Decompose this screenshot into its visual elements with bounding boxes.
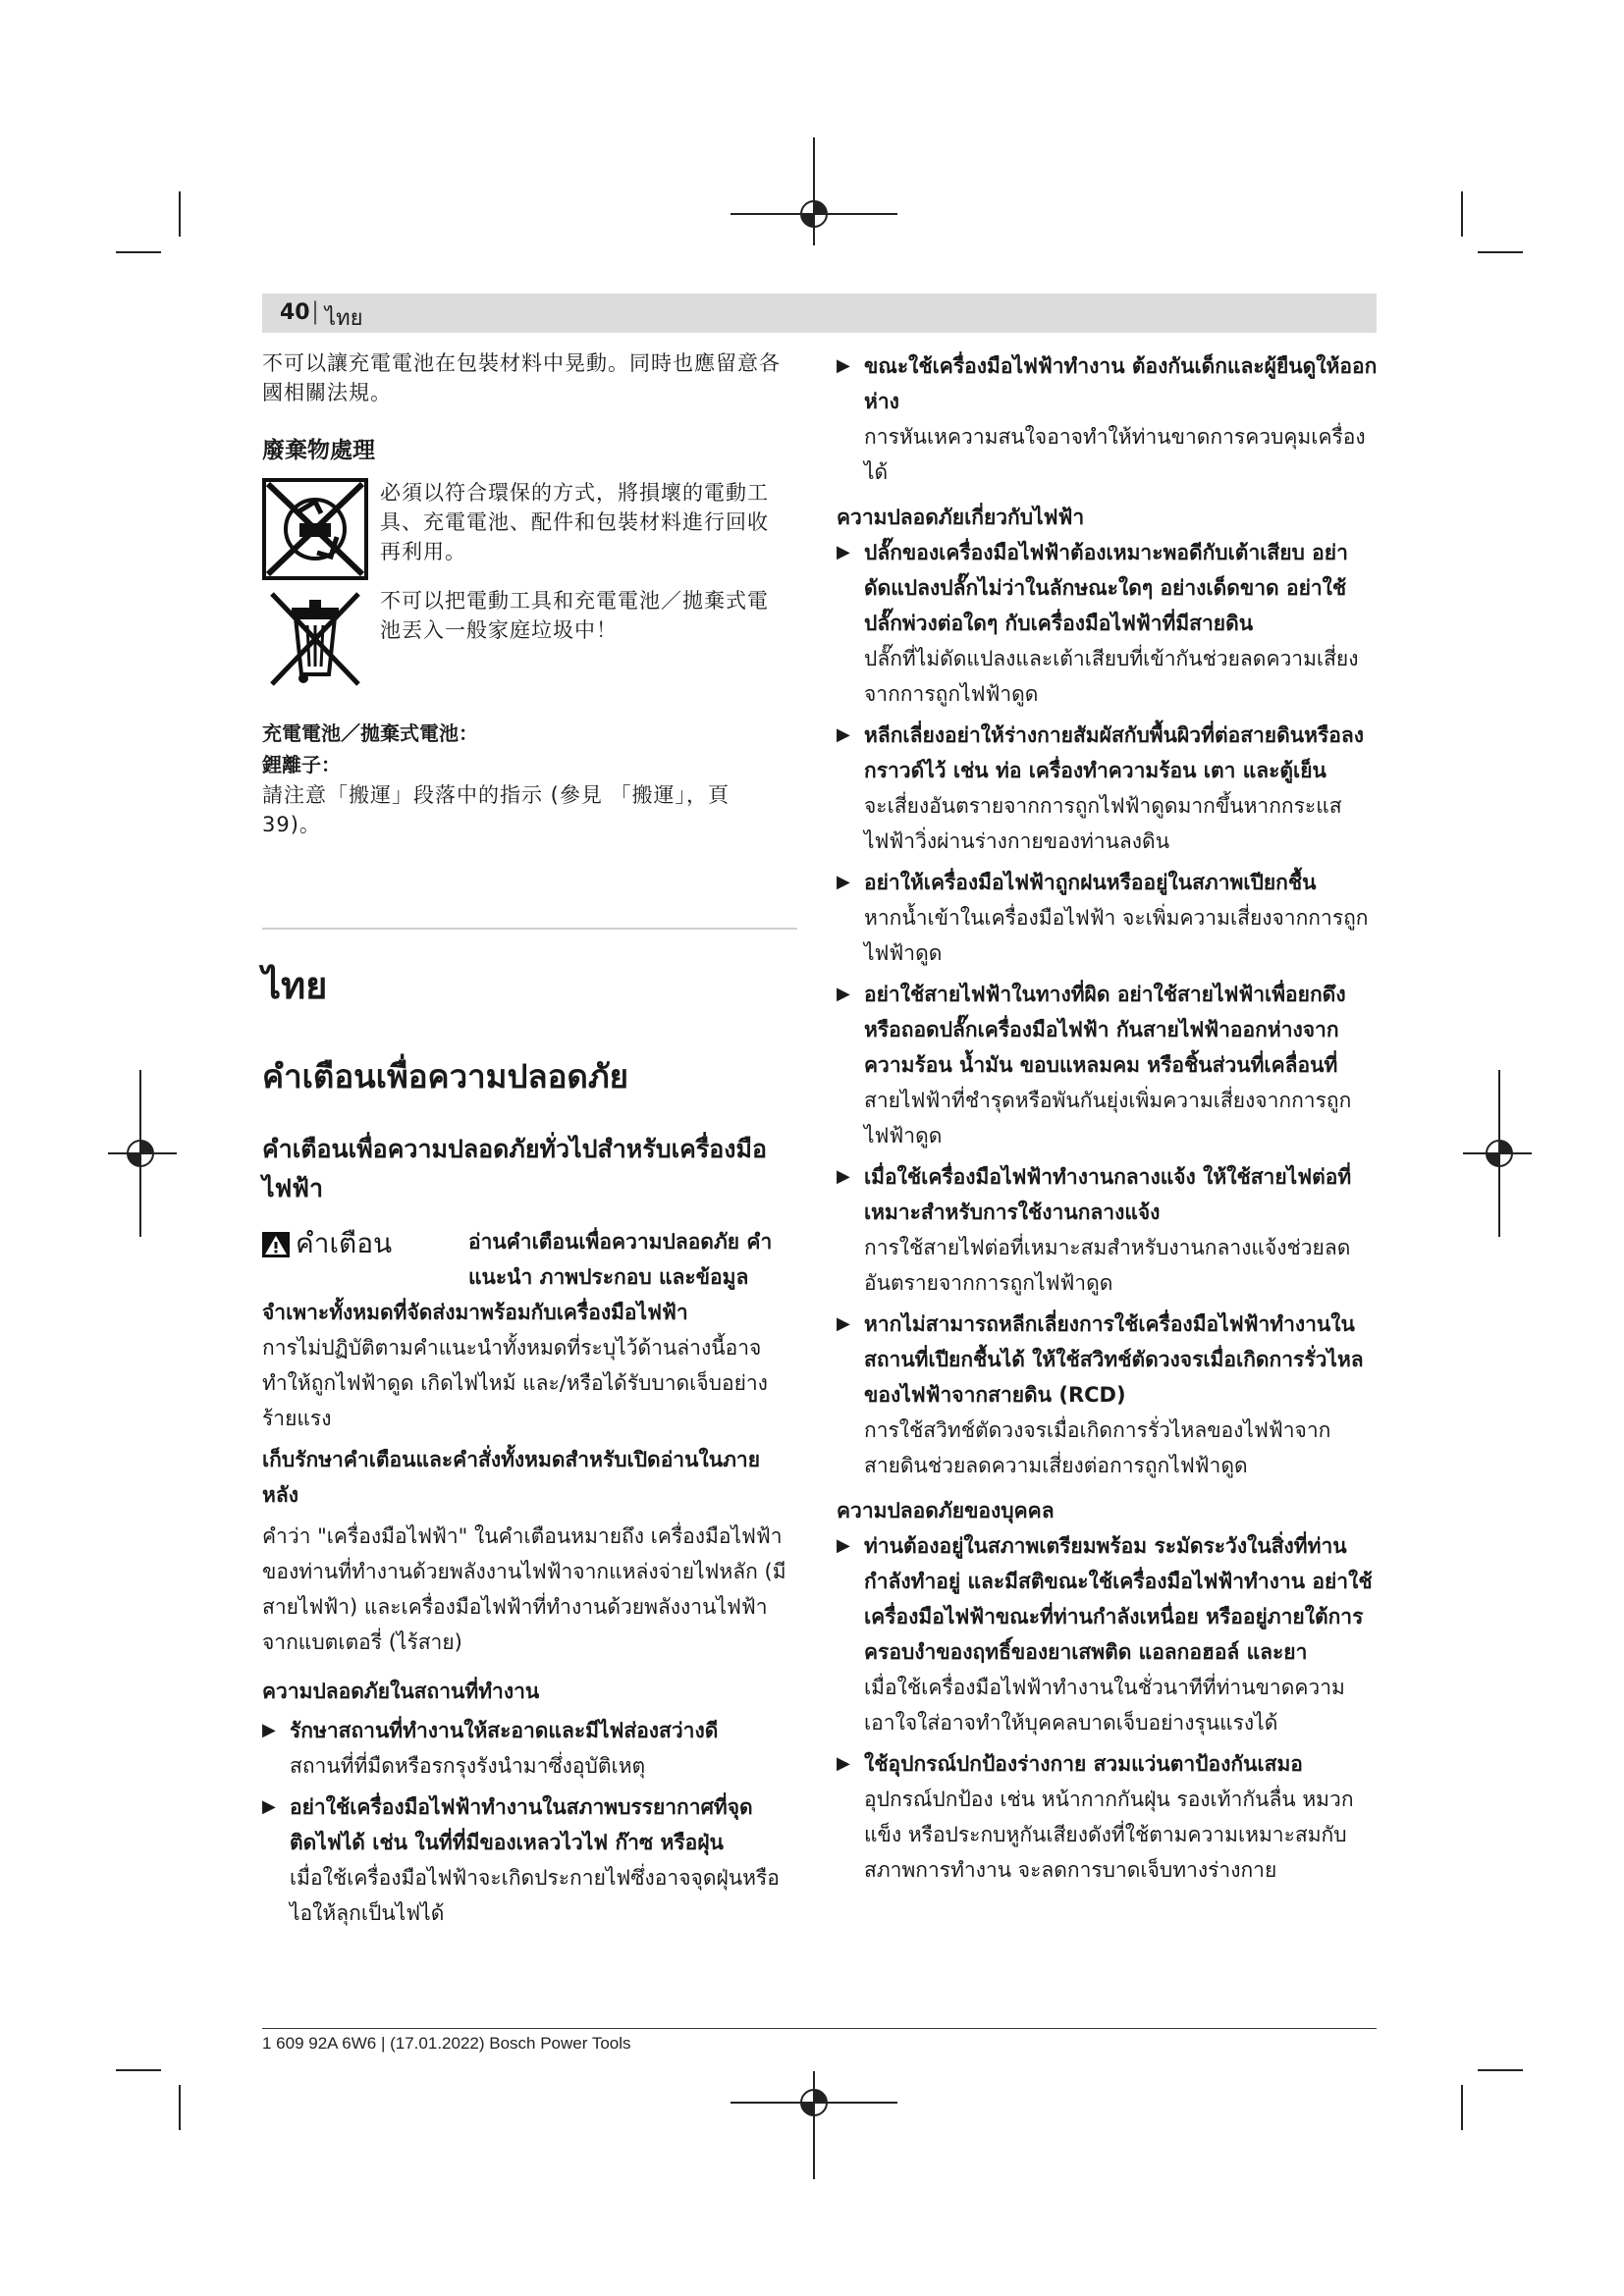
bullet-text: สถานที่ที่มืดหรือรกรุงรังนำมาซึ่งอุบัติเหตุ xyxy=(290,1754,646,1778)
bullet-arrow-icon: ▶ xyxy=(837,1166,850,1187)
header-language: ไทย xyxy=(325,306,363,331)
general-title-bold: เตือนเพื่อความปลอดภัยทั่วไปสำหรับเครื่องมือไฟฟ้า xyxy=(262,1135,767,1202)
bullet-bold: อย่าให้เครื่องมือไฟฟ้าถูกฝนหรืออยู่ในสภาพเปียกชื้น xyxy=(864,871,1317,894)
bullet-arrow-icon: ▶ xyxy=(837,872,850,892)
page-footer: 1 609 92A 6W6 | (17.01.2022) Bosch Power Tools xyxy=(262,2034,631,2053)
disposal-text-1: 必須以符合環保的方式，將損壞的電動工具、充電電池、配件和包裝材料進行回收再利用。 xyxy=(380,481,769,563)
disposal-block-1 xyxy=(262,478,792,580)
left-column xyxy=(262,348,792,1937)
bullet-bold: หากไม่สามารถหลีกเลี่ยงการใช้เครื่องมือไฟฟ้าทำงานในสถานที่เปียกชื้นได้ ให้ใช้สวิทช์ตัดวงจรเมื่อเกิดการรั่วไหลของไฟฟ้าจากสายดิน (RCD) xyxy=(864,1312,1364,1407)
personal-bullet xyxy=(837,1746,1379,1888)
bullet-text: เมื่อใช้เครื่องมือไฟฟ้าทำงานในชั่วนาทีที่ท่านขาดความเอาใจใส่อาจทำให้บุคคลบาดเจ็บอย่างรุนแรงได้ xyxy=(864,1676,1345,1735)
crossed-bin-icon xyxy=(262,586,368,688)
warning-text-1: อ่านคำเตือนเพื่อความปลอดภัย คำแนะนำ ภาพประกอบ และข้อมูล xyxy=(468,1230,773,1289)
crop-mark xyxy=(179,191,181,237)
crop-mark xyxy=(116,251,161,253)
bullet-text: การใช้สวิทช์ตัดวงจรเมื่อเกิดการรั่วไหลของไฟฟ้าจากสายดินช่วยลดความเสี่ยงต่อการถูกไฟฟ้าดูด xyxy=(864,1418,1331,1477)
warning-block xyxy=(262,1224,792,1295)
page-number: 40 xyxy=(280,300,310,325)
safety-title-bold: เตือนเพื่อความปลอดภัย xyxy=(301,1057,628,1095)
bullet-arrow-icon: ▶ xyxy=(837,724,850,745)
bullet-arrow-icon: ▶ xyxy=(837,984,850,1004)
header-separator: | xyxy=(311,297,320,325)
bullet-arrow-icon: ▶ xyxy=(837,542,850,562)
bullet-bold: ขณะใช้เครื่องมือไฟฟ้าทำงาน ต้องกันเด็กและผู้ยืนดูให้ออกห่าง xyxy=(864,354,1378,413)
bullet-arrow-icon: ▶ xyxy=(837,355,850,376)
warning-text-2: จำเพาะทั้งหมดที่จัดส่งมาพร้อมกับเครื่องมือไฟฟ้า xyxy=(262,1301,688,1324)
safety-title xyxy=(262,1050,792,1102)
personal-bullet xyxy=(837,1528,1379,1740)
warning-paragraph: การไม่ปฏิบัติตามคำแนะนำทั้งหมดที่ระบุไว้ด้านล่างนี้อาจทำให้ถูกไฟฟ้าดูด เกิดไฟไหม้ และ/หรือได้รับบาดเจ็บอย่างร้ายแรง xyxy=(262,1336,768,1430)
bullet-bold: หลีกเลี่ยงอย่าให้ร่างกายสัมผัสกับพื้นผิวที่ต่อสายดินหรือลงกราวด์ไว้ เช่น ท่อ เครื่องทำความร้อน เตา และตู้เย็น xyxy=(864,723,1364,782)
crop-mark xyxy=(1461,2085,1463,2130)
intro-text: 不可以讓充電電池在包裝材料中晃動。同時也應留意各國相關法規。 xyxy=(262,351,781,404)
general-safety-title xyxy=(262,1130,792,1208)
footer-rule xyxy=(262,2028,1377,2029)
warning-label: คำเตือน xyxy=(296,1227,393,1259)
electrical-bullet xyxy=(837,1159,1379,1301)
electrical-bullet xyxy=(837,535,1379,712)
work-area-heading: ความปลอดภัยในสถานที่ทำงาน xyxy=(262,1680,540,1703)
battery-heading-1: 充電電池／拋棄式電池： xyxy=(262,721,478,745)
disposal-block-2 xyxy=(262,586,792,688)
thai-section-title: ไทย xyxy=(262,964,328,1007)
warning-triangle-icon xyxy=(262,1232,290,1257)
bullet-arrow-icon: ▶ xyxy=(837,1753,850,1774)
bullet-bold: อย่าใช้เครื่องมือไฟฟ้าทำงานในสภาพบรรยากาศที่จุดติดไฟได้ เช่น ในที่ที่มีของเหลวไวไฟ ก๊าซ หรือฝุ่น xyxy=(290,1795,753,1854)
crop-mark xyxy=(1478,251,1523,253)
bullet-text: ปลั๊กที่ไม่ดัดแปลงและเต้าเสียบที่เข้ากันช่วยลดความเสี่ยงจากการถูกไฟฟ้าดูด xyxy=(864,647,1359,706)
electrical-bullet xyxy=(837,718,1379,859)
electrical-bullet xyxy=(837,1307,1379,1483)
bullet-bold: ปลั๊กของเครื่องมือไฟฟ้าต้องเหมาะพอดีกับเต้าเสียบ อย่าดัดแปลงปลั๊กไม่ว่าในลักษณะใดๆ อย่างเด็ดขาด อย่าใช้ปลั๊กพ่วงต่อใดๆ กับเครื่องมือไฟฟ้าที่มีสายดิน xyxy=(864,541,1348,635)
battery-heading-2: 鋰離子： xyxy=(262,753,341,776)
right-column xyxy=(837,348,1379,1894)
bullet-bold: อย่าใช้สายไฟฟ้าในทางที่ผิด อย่าใช้สายไฟฟ้าเพื่อยกดึง หรือถอดปลั๊กเครื่องมือไฟฟ้า กันสายไฟฟ้าออกห่างจากความร้อน น้ำมัน ขอบแหลมคม หรือชิ้นส่วนที่เคลื่อนที่ xyxy=(864,983,1346,1077)
bullet-bold: รักษาสถานที่ทำงานให้สะอาดและมีไฟส่องสว่างดี xyxy=(290,1719,719,1742)
electrical-bullet xyxy=(837,865,1379,971)
crop-mark xyxy=(116,2069,161,2071)
bullet-arrow-icon: ▶ xyxy=(837,1535,850,1556)
page-header xyxy=(262,294,1377,333)
personal-safety-heading: ความปลอดภัยของบุคคล xyxy=(837,1499,1055,1522)
crop-mark xyxy=(179,2085,181,2130)
electrical-bullet xyxy=(837,977,1379,1153)
bullet-text: เมื่อใช้เครื่องมือไฟฟ้าจะเกิดประกายไฟซึ่งอาจจุดฝุ่นหรือไอให้ลุกเป็นไฟได้ xyxy=(290,1866,780,1925)
term-definition: คำว่า "เครื่องมือไฟฟ้า" ในคำเตือนหมายถึง เครื่องมือไฟฟ้าของท่านที่ทำงานด้วยพลังงานไฟฟ้าจากแหล่งจ่ายไฟหลัก (มีสายไฟฟ้า) และเครื่องมือไฟฟ้าที่ทำงานด้วยพลังงานไฟฟ้าจากแบตเตอรี่ (ไร้สาย) xyxy=(262,1524,786,1654)
registration-mark-bottom xyxy=(731,2071,897,2179)
bullet-text: จะเสี่ยงอันตรายจากการถูกไฟฟ้าดูดมากขึ้นหากกระแสไฟฟ้าวิ่งผ่านร่างกายของท่านลงดิน xyxy=(864,794,1342,853)
section-divider xyxy=(262,928,797,930)
registration-mark-left xyxy=(108,1070,177,1237)
bullet-text: สายไฟฟ้าที่ชำรุดหรือพันกันยุ่งเพิ่มความเสี่ยงจากการถูกไฟฟ้าดูด xyxy=(864,1089,1352,1148)
bullet-bold: เมื่อใช้เครื่องมือไฟฟ้าทำงานกลางแจ้ง ให้ใช้สายไฟต่อที่เหมาะสำหรับการใช้งานกลางแจ้ง xyxy=(864,1165,1352,1224)
registration-mark-right xyxy=(1463,1070,1532,1237)
bullet-text: การใช้สายไฟต่อที่เหมาะสมสำหรับงานกลางแจ้งช่วยลดอันตรายจากการถูกไฟฟ้าดูด xyxy=(864,1236,1351,1295)
work-area-bullet xyxy=(262,1713,792,1784)
bullet-bold: ใช้อุปกรณ์ปกป้องร่างกาย สวมแว่นตาป้องกันเสมอ xyxy=(864,1752,1303,1776)
disposal-text-2: 不可以把電動工具和充電電池／拋棄式電池丟入一般家庭垃圾中！ xyxy=(380,589,769,642)
bullet-arrow-icon: ▶ xyxy=(262,1796,276,1817)
crop-mark xyxy=(1478,2069,1523,2071)
electrical-safety-heading: ความปลอดภัยเกี่ยวกับไฟฟ้า xyxy=(837,506,1085,529)
safety-title-regular: คำ xyxy=(262,1057,302,1095)
bullet-text: หากน้ำเข้าในเครื่องมือไฟฟ้า จะเพิ่มความเสี่ยงจากการถูกไฟฟ้าดูด xyxy=(864,906,1369,965)
crop-mark xyxy=(1461,191,1463,237)
registration-mark-top xyxy=(731,137,897,245)
bullet-text: การหันเหความสนใจอาจทำให้ท่านขาดการควบคุมเครื่องได้ xyxy=(864,425,1366,484)
bullet-arrow-icon: ▶ xyxy=(837,1313,850,1334)
warning-label-box xyxy=(262,1224,468,1295)
disposal-heading: 廢棄物處理 xyxy=(262,438,375,463)
supervision-bullet xyxy=(837,348,1379,490)
bullet-bold: ท่านต้องอยู่ในสภาพเตรียมพร้อม ระมัดระวังในสิ่งที่ท่านกำลังทำอยู่ และมีสติขณะใช้เครื่องมือไฟฟ้าทำงาน อย่าใช้เครื่องมือไฟฟ้าขณะที่ท่านกำลังเหนื่อย หรืออยู่ภายใต้การครอบงำของฤทธิ์ของยาเสพติด แอลกอฮอล์ และยา xyxy=(864,1534,1373,1664)
bullet-text: อุปกรณ์ปกป้อง เช่น หน้ากากกันฝุ่น รองเท้ากันลื่น หมวกแข็ง หรือประกบหูกันเสียงดังที่ใช้ตามความเหมาะสมกับสภาพการทำงาน จะลดการบาดเจ็บทางร่างกาย xyxy=(864,1788,1354,1882)
keep-instructions-heading: เก็บรักษาคำเตือนและคำสั่งทั้งหมดสำหรับเปิดอ่านในภายหลัง xyxy=(262,1448,761,1507)
bullet-arrow-icon: ▶ xyxy=(262,1720,276,1740)
recycle-tools-icon xyxy=(262,478,368,580)
general-title-regular: คำ xyxy=(262,1135,293,1163)
battery-text: 請注意「搬運」段落中的指示 (參見 「搬運」，頁 39)。 xyxy=(262,783,731,836)
work-area-bullet xyxy=(262,1789,792,1931)
